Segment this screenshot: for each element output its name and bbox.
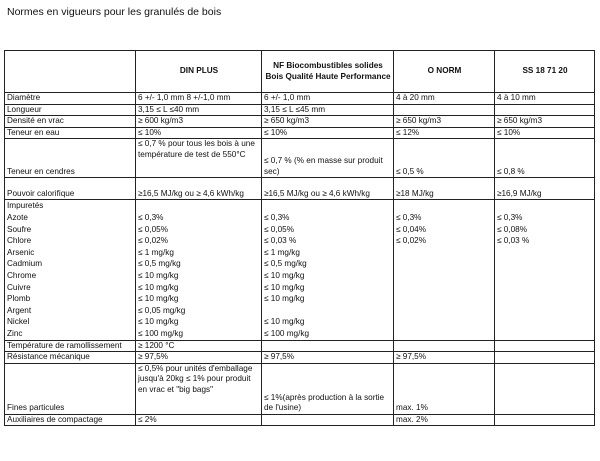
impurete-label-soufre: Soufre	[7, 224, 32, 234]
din-plus-cell: ≥ 97,5%	[136, 352, 262, 364]
din-plus-cell: ≤ 0,7 % pour tous les bois à une température de test de 550°C	[136, 139, 262, 178]
impurete-label-arsenic: Arsenic	[7, 247, 35, 257]
din-plus-cell: ≤ 0,5% pour unités d'emballage jusqu'à 20kg ≤ 1% pour produit en vrac et "big bags"	[136, 363, 262, 414]
nf-cell	[262, 414, 394, 426]
row-label-longueur: Longueur	[5, 104, 136, 116]
onorm-cell: ≥ 650 kg/m3	[394, 116, 495, 128]
impurete-label-cuivre: Cuivre	[7, 282, 31, 292]
row-label-fines-particules: Fines particules	[5, 363, 136, 414]
ss-cell	[495, 340, 595, 352]
din-plus-cell: 6 +/- 1,0 mm 8 +/-1,0 mm	[136, 93, 262, 105]
din-plus-value: ≤ 10 mg/kg	[138, 282, 179, 292]
ss-cell: ≥16,9 MJ/kg	[495, 178, 595, 200]
row-label-temperature-ramollissement: Température de ramollissement	[5, 340, 136, 352]
row-label-diametre: Diamètre	[5, 93, 136, 105]
nf-value: ≤ 0,05%	[264, 224, 294, 234]
onorm-cell: 4 à 20 mm	[394, 93, 495, 105]
impurete-label-chrome: Chrome	[7, 270, 37, 280]
din-plus-cell: ≥16,5 MJ/kg ou ≥ 4,6 kWh/kg	[136, 178, 262, 200]
nf-value: ≤ 100 mg/kg	[264, 328, 309, 338]
onorm-cell: max. 1%	[394, 363, 495, 414]
impurete-label-cadmium: Cadmium	[7, 259, 43, 269]
din-plus-value: ≤ 100 mg/kg	[138, 328, 183, 338]
header-row	[5, 51, 595, 93]
ss-cell: ≥ 650 kg/m3	[495, 116, 595, 128]
table-row	[5, 93, 595, 105]
din-plus-cell: ≥ 1200 °C	[136, 340, 262, 352]
onorm-cell	[394, 340, 495, 352]
page-title: Normes en vigueurs pour les granulés de bois	[7, 6, 222, 18]
nf-value: ≤ 0,3%	[264, 212, 290, 222]
nf-value: ≤ 0,03 %	[264, 236, 297, 246]
din-plus-value: ≤ 0,05 mg/kg	[138, 305, 186, 315]
nf-value: ≤ 1 mg/kg	[264, 247, 300, 257]
impurete-label-plomb: Plomb	[7, 294, 31, 304]
ss-cell	[495, 414, 595, 426]
din-plus-value: ≤ 0,5 mg/kg	[138, 259, 181, 269]
ss-cell: ≤ 0,8 %	[495, 139, 595, 178]
table-row	[5, 139, 595, 178]
nf-cell: 6 +/- 1,0 mm	[262, 93, 394, 105]
din-plus-cell: ≥ 600 kg/m3	[136, 116, 262, 128]
ss-cell	[495, 363, 595, 414]
onorm-value: ≤ 0,3%	[396, 212, 422, 222]
nf-cell: ≥ 97,5%	[262, 352, 394, 364]
nf-value: ≤ 10 mg/kg	[264, 317, 305, 327]
nf-cell: ≤ 10%	[262, 127, 394, 139]
din-plus-cell: ≤ 2%	[136, 414, 262, 426]
ss-cell	[495, 352, 595, 364]
table-row	[5, 363, 595, 414]
nf-cell: ≥16,5 MJ/kg ou ≥ 4,6 kWh/kg	[262, 178, 394, 200]
impuretes-labels	[5, 200, 136, 340]
header-ss: SS 18 71 20	[495, 51, 595, 93]
header-label	[5, 51, 136, 93]
ss-cell: ≤ 10%	[495, 127, 595, 139]
din-plus-cell: ≤ 10%	[136, 127, 262, 139]
nf-cell: ≤ 0,7 % (% en masse sur produit sec)	[262, 139, 394, 178]
norms-table	[4, 50, 595, 426]
din-plus-value: ≤ 10 mg/kg	[138, 294, 179, 304]
nf-cell: ≤ 1%(après production à la sortie de l'usine)	[262, 363, 394, 414]
impurete-label-zinc: Zinc	[7, 328, 23, 338]
row-label-teneur-eau: Teneur en eau	[5, 127, 136, 139]
table-row	[5, 178, 595, 200]
impurete-label-chlore: Chlore	[7, 236, 32, 246]
row-label-pouvoir-calorifique: Pouvoir calorifique	[5, 178, 136, 200]
table-row	[5, 127, 595, 139]
nf-value: ≤ 0,5 mg/kg	[264, 259, 307, 269]
impurete-label-nickel: Nickel	[7, 317, 30, 327]
nf-value: ≤ 10 mg/kg	[264, 294, 305, 304]
impurete-label-argent: Argent	[7, 305, 32, 315]
header-onorm: O NORM	[394, 51, 495, 93]
onorm-cell: ≥18 MJ/kg	[394, 178, 495, 200]
impuretes-ss	[495, 200, 595, 340]
header-din-plus: DIN PLUS	[136, 51, 262, 93]
table-row	[5, 414, 595, 426]
row-label-auxiliaires-compactage: Auxiliaires de compactage	[5, 414, 136, 426]
table-row	[5, 352, 595, 364]
din-plus-value: ≤ 0,05%	[138, 224, 168, 234]
nf-cell: 3,15 ≤ L ≤45 mm	[262, 104, 394, 116]
nf-cell: ≥ 650 kg/m3	[262, 116, 394, 128]
impuretes-nf	[262, 200, 394, 340]
row-label-teneur-cendres: Teneur en cendres	[5, 139, 136, 178]
din-plus-value: ≤ 10 mg/kg	[138, 270, 179, 280]
din-plus-value: ≤ 1 mg/kg	[138, 247, 174, 257]
onorm-cell: max. 2%	[394, 414, 495, 426]
onorm-value: ≤ 0,02%	[396, 236, 426, 246]
nf-value: ≤ 10 mg/kg	[264, 270, 305, 280]
nf-cell	[262, 340, 394, 352]
impuretes-heading: Impuretés	[7, 201, 44, 211]
onorm-cell	[394, 104, 495, 116]
header-nf: NF Biocombustibles solides Bois Qualité Haute Performance	[262, 51, 394, 93]
table-row	[5, 116, 595, 128]
ss-value: ≤ 0,3%	[497, 212, 523, 222]
impurete-label-azote: Azote	[7, 212, 28, 222]
onorm-cell: ≤ 12%	[394, 127, 495, 139]
table-row	[5, 340, 595, 352]
din-plus-value: ≤ 10 mg/kg	[138, 317, 179, 327]
onorm-cell: ≤ 0,5 %	[394, 139, 495, 178]
impuretes-din-plus	[136, 200, 262, 340]
nf-value	[264, 305, 392, 317]
onorm-value: ≤ 0,04%	[396, 224, 426, 234]
din-plus-value: ≤ 0,3%	[138, 212, 164, 222]
nf-value: ≤ 10 mg/kg	[264, 282, 305, 292]
table-row	[5, 104, 595, 116]
din-plus-cell: 3,15 ≤ L ≤40 mm	[136, 104, 262, 116]
ss-cell: 4 à 10 mm	[495, 93, 595, 105]
row-label-densite: Densité en vrac	[5, 116, 136, 128]
ss-value: ≤ 0,08%	[497, 224, 527, 234]
row-label-resistance-mecanique: Résistance mécanique	[5, 352, 136, 364]
impuretes-onorm	[394, 200, 495, 340]
ss-value: ≤ 0,03 %	[497, 236, 530, 246]
din-plus-value: ≤ 0,02%	[138, 236, 168, 246]
onorm-cell: ≥ 97,5%	[394, 352, 495, 364]
ss-cell	[495, 104, 595, 116]
impuretes-row	[5, 200, 595, 340]
